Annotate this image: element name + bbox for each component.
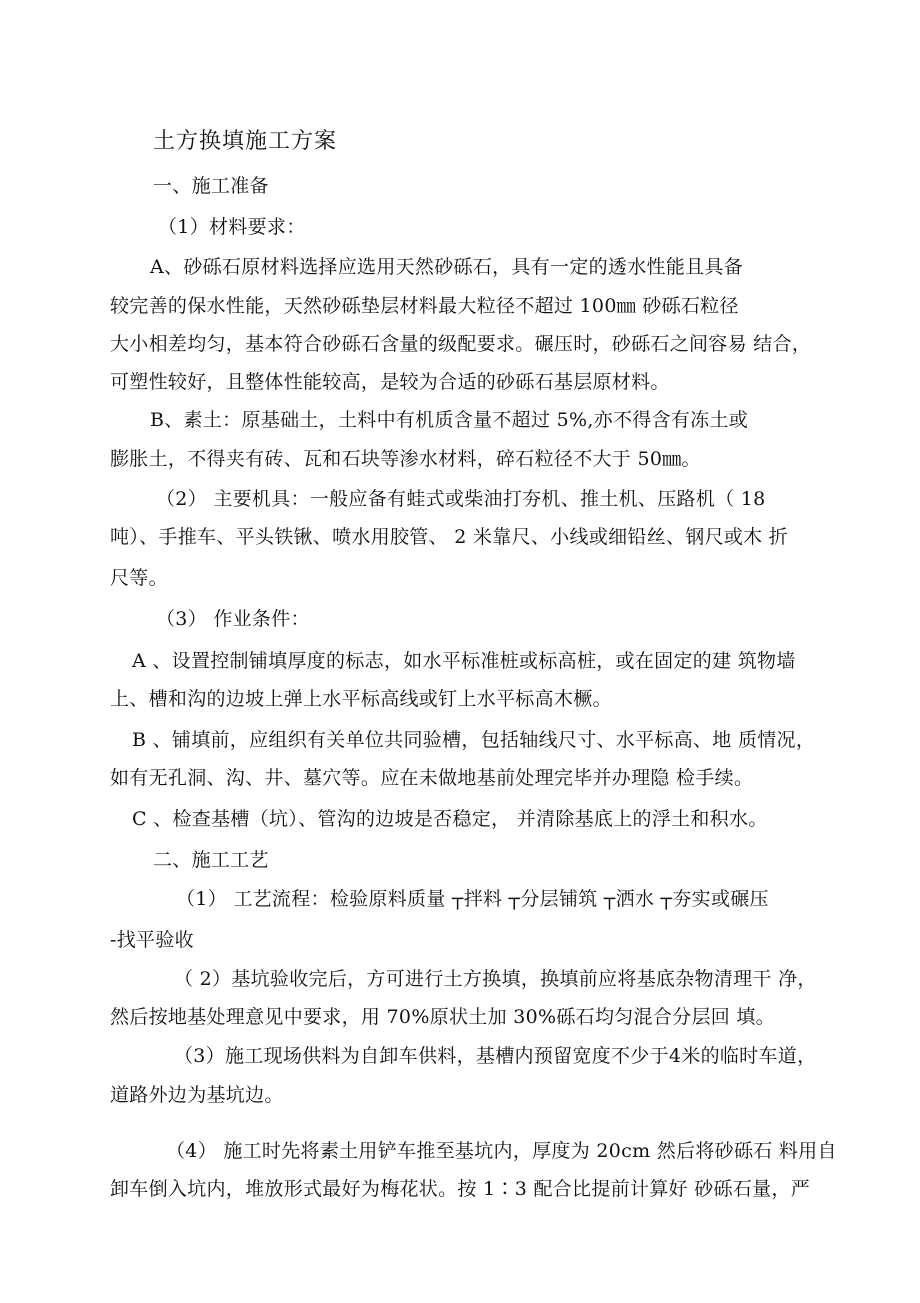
paragraph-line: 如有无孔洞、沟、井、墓穴等。应在未做地基前处理完毕并办理隐 检手续。 xyxy=(110,767,754,789)
paragraph-line: -找平验收 xyxy=(110,929,194,951)
paragraph-line: 可塑性较好，且整体性能较高，是较为合适的砂砾石基层原材料。 xyxy=(110,371,670,393)
section-heading: 二、施工工艺 xyxy=(153,849,269,871)
subsection-heading: （1）材料要求： xyxy=(158,216,306,238)
paragraph-line: B、素土：原基础土，土料中有机质含量不超过 5%,亦不得含有冻土或 xyxy=(150,409,749,431)
paragraph-line: 较完善的保水性能，天然砂砾垫层材料最大粒径不超过 100㎜ 砂砾石粒径 xyxy=(110,295,739,317)
paragraph-line: 吨）、手推车、平头铁锹、喷水用胶管、 2 米靠尺、小线或细铅丝、钢尺或木 折 xyxy=(110,526,789,548)
section-heading: 一、施工准备 xyxy=(153,175,269,197)
document-title: 土方换填施工方案 xyxy=(153,129,338,154)
paragraph-line: A、砂砾石原材料选择应选用天然砂砾石，具有一定的透水性能且具备 xyxy=(150,256,744,278)
paragraph-line: 尺等。 xyxy=(110,567,168,589)
subsection-heading: （3） 作业条件： xyxy=(156,608,310,630)
paragraph-line: （ 2）基坑验收完后，方可进行土方换填，换填前应将基底杂物清理干 净， xyxy=(174,968,817,990)
paragraph-line: 卸车倒入坑内，堆放形式最好为梅花状。按 1∶3 配合比提前计算好 砂砾石量，严 xyxy=(110,1178,810,1200)
paragraph-line: （2） 主要机具：一般应备有蛙式或柴油打夯机、推土机、压路机（ 18 xyxy=(156,488,766,510)
paragraph-line: C 、检查基槽（坑）、管沟的边坡是否稳定， 并清除基底上的浮土和积水。 xyxy=(132,808,768,830)
paragraph-line: A 、设置控制铺填厚度的标志，如水平标准桩或标高桩，或在固定的建 筑物墙 xyxy=(132,650,796,672)
paragraph-line: （1） 工艺流程：检验原料质量 ┬拌料 ┬分层铺筑 ┬洒水 ┬夯实或碾压 xyxy=(176,888,769,910)
paragraph-line: 上、槽和沟的边坡上弹上水平标高线或钉上水平标高木橛。 xyxy=(110,688,612,710)
paragraph-line: B 、铺填前，应组织有关单位共同验槽，包括轴线尺寸、水平标高、地 质情况， xyxy=(132,729,816,751)
paragraph-line: （3）施工现场供料为自卸车供料，基槽内预留宽度不少于4米的临时车道， xyxy=(174,1045,817,1067)
paragraph-line: （4） 施工时先将素土用铲车推至基坑内，厚度为 20cm 然后将砂砾石 料用自 xyxy=(166,1140,837,1162)
paragraph-line: 大小相差均匀，基本符合砂砾石含量的级配要求。碾压时，砂砾石之间容易 结合， xyxy=(110,333,812,355)
paragraph-line: 然后按地基处理意见中要求，用 70%原状土加 30%砾石均匀混合分层回 填。 xyxy=(110,1006,775,1028)
paragraph-line: 膨胀土，不得夹有砖、瓦和石块等渗水材料，碎石粒径不大于 50㎜。 xyxy=(110,448,701,470)
paragraph-line: 道路外边为基坑边。 xyxy=(110,1084,284,1106)
